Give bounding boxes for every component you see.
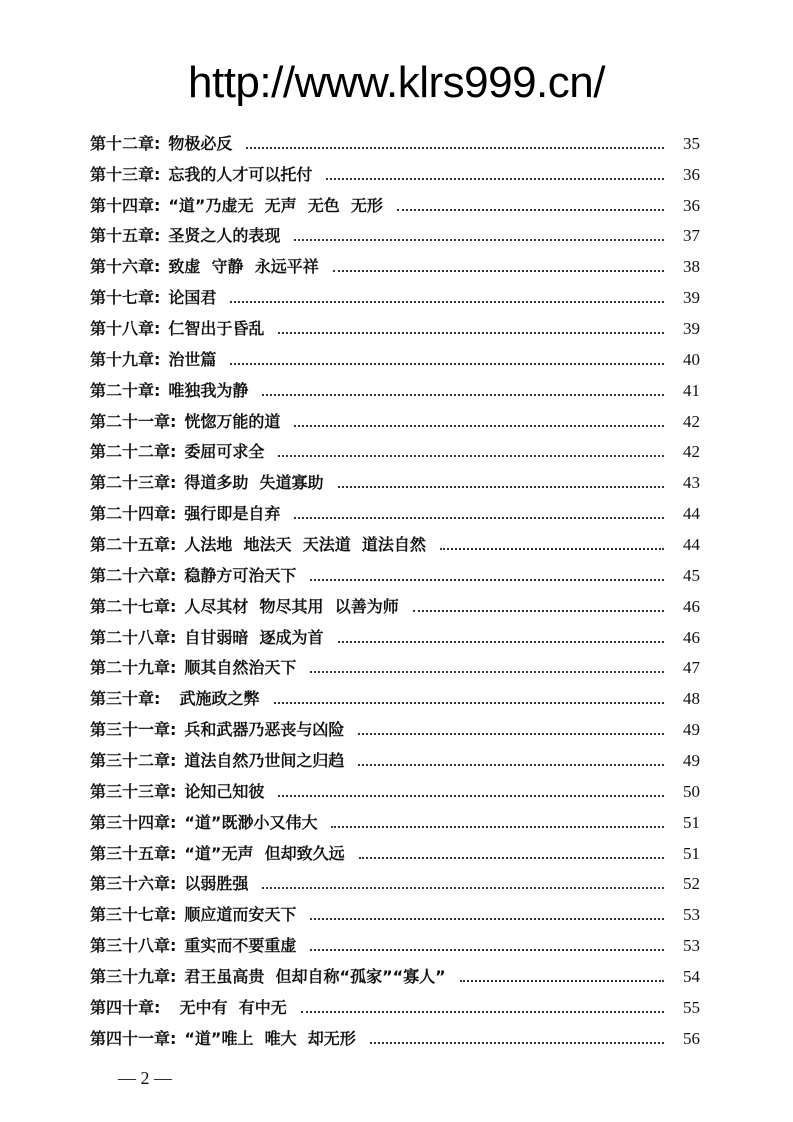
chapter-title: 圣贤之人的表现 xyxy=(168,226,281,246)
chapter-title: 武施政之弊 xyxy=(168,689,260,709)
toc-entry xyxy=(90,865,700,896)
page-ref: 42 xyxy=(683,411,700,431)
toc-entry xyxy=(90,340,700,371)
page-ref: 51 xyxy=(683,843,700,863)
chapter-label: 第十七章: xyxy=(90,288,161,308)
page-ref: 39 xyxy=(683,319,700,339)
toc-entry xyxy=(90,525,700,556)
page-ref: 46 xyxy=(683,596,700,616)
page-ref: 45 xyxy=(683,565,700,585)
toc-entry xyxy=(90,186,700,217)
toc-entry xyxy=(90,155,700,186)
page-ref: 43 xyxy=(683,473,700,493)
chapter-title: “道”乃虚无 无声 无色 无形 xyxy=(168,195,383,215)
toc-entry xyxy=(90,278,700,309)
toc-entry xyxy=(90,494,700,525)
chapter-title: 人法地 地法天 天法道 道法自然 xyxy=(184,535,426,555)
dot-leader xyxy=(294,425,664,427)
chapter-label: 第十二章: xyxy=(90,133,161,153)
toc-entry xyxy=(90,247,700,278)
chapter-title: 道法自然乃世间之归趋 xyxy=(184,751,345,771)
chapter-title: 委屈可求全 xyxy=(184,442,265,462)
chapter-label: 第三十一章: xyxy=(90,720,177,740)
chapter-label: 第十八章: xyxy=(90,319,161,339)
toc-entry xyxy=(90,957,700,988)
chapter-label: 第三十三章: xyxy=(90,781,177,801)
toc-entry xyxy=(90,741,700,772)
chapter-label: 第二十五章: xyxy=(90,535,177,555)
chapter-label: 第二十三章: xyxy=(90,473,177,493)
dot-leader xyxy=(301,1011,664,1013)
dot-leader xyxy=(338,641,664,643)
chapter-title: “道”无声 但却致久远 xyxy=(184,843,345,863)
chapter-label: 第二十六章: xyxy=(90,565,177,585)
toc-entry xyxy=(90,679,700,710)
dot-leader xyxy=(326,178,664,180)
chapter-label: 第四十章: xyxy=(90,997,161,1017)
chapter-label: 第二十四章: xyxy=(90,504,177,524)
page-ref: 44 xyxy=(683,535,700,555)
dot-leader xyxy=(294,517,664,519)
chapter-title: “道”既渺小又伟大 xyxy=(184,812,318,832)
toc-entry xyxy=(90,895,700,926)
chapter-label: 第十六章: xyxy=(90,257,161,277)
chapter-title: 人尽其材 物尽其用 以善为师 xyxy=(184,596,399,616)
dot-leader xyxy=(413,610,664,612)
chapter-label: 第三十九章: xyxy=(90,967,177,987)
page-ref: 40 xyxy=(683,349,700,369)
toc-entry xyxy=(90,587,700,618)
dot-leader xyxy=(460,980,664,982)
page-ref: 50 xyxy=(683,781,700,801)
table-of-contents xyxy=(90,124,700,1050)
dot-leader xyxy=(338,486,664,488)
dot-leader xyxy=(262,887,664,889)
chapter-label: 第十四章: xyxy=(90,195,161,215)
page-ref: 39 xyxy=(683,288,700,308)
chapter-label: 第二十七章: xyxy=(90,596,177,616)
dot-leader xyxy=(230,363,664,365)
dot-leader xyxy=(278,795,664,797)
toc-entry xyxy=(90,834,700,865)
dot-leader xyxy=(278,332,664,334)
chapter-title: 恍惚万能的道 xyxy=(184,411,281,431)
toc-entry xyxy=(90,803,700,834)
toc-entry xyxy=(90,124,700,155)
chapter-title: 无中有 有中无 xyxy=(168,997,287,1017)
chapter-label: 第二十章: xyxy=(90,380,161,400)
chapter-label: 第三十五章: xyxy=(90,843,177,863)
toc-entry xyxy=(90,371,700,402)
page-ref: 48 xyxy=(683,689,700,709)
page-ref: 51 xyxy=(683,812,700,832)
dot-leader xyxy=(294,239,664,241)
chapter-title: 仁智出于昏乱 xyxy=(168,319,265,339)
toc-entry xyxy=(90,556,700,587)
dot-leader xyxy=(246,147,664,149)
page-ref: 54 xyxy=(683,967,700,987)
page-ref: 56 xyxy=(683,1028,700,1048)
page-ref: 44 xyxy=(683,504,700,524)
chapter-title: 唯独我为静 xyxy=(168,380,249,400)
toc-entry xyxy=(90,988,700,1019)
page-ref: 52 xyxy=(683,874,700,894)
page-number: — 2 — xyxy=(118,1068,172,1088)
page-ref: 53 xyxy=(683,936,700,956)
chapter-label: 第二十二章: xyxy=(90,442,177,462)
toc-entry xyxy=(90,217,700,248)
chapter-label: 第三十章: xyxy=(90,689,161,709)
chapter-label: 第三十二章: xyxy=(90,751,177,771)
chapter-label: 第十三章: xyxy=(90,164,161,184)
chapter-title: 以弱胜强 xyxy=(184,874,249,894)
dot-leader xyxy=(331,826,664,828)
page-ref: 38 xyxy=(683,257,700,277)
chapter-title: 兵和武器乃恶丧与凶险 xyxy=(184,720,345,740)
dot-leader xyxy=(358,733,664,735)
toc-entry xyxy=(90,710,700,741)
page-ref: 53 xyxy=(683,905,700,925)
chapter-title: 论国君 xyxy=(168,288,217,308)
page-ref: 37 xyxy=(683,226,700,246)
page-ref: 35 xyxy=(683,133,700,153)
dot-leader xyxy=(440,548,664,550)
toc-entry xyxy=(90,1019,700,1050)
chapter-label: 第十五章: xyxy=(90,226,161,246)
chapter-label: 第二十八章: xyxy=(90,627,177,647)
toc-entry xyxy=(90,463,700,494)
page-ref: 36 xyxy=(683,164,700,184)
dot-leader xyxy=(310,579,664,581)
page-ref: 47 xyxy=(683,658,700,678)
chapter-label: 第三十七章: xyxy=(90,905,177,925)
chapter-title: 顺应道而安天下 xyxy=(184,905,297,925)
dot-leader xyxy=(310,949,664,951)
dot-leader xyxy=(274,702,664,704)
dot-leader xyxy=(397,209,664,211)
dot-leader xyxy=(310,671,664,673)
toc-entry xyxy=(90,618,700,649)
page-ref: 41 xyxy=(683,380,700,400)
dot-leader xyxy=(278,455,664,457)
dot-leader xyxy=(230,301,664,303)
toc-entry xyxy=(90,433,700,464)
dot-leader xyxy=(310,918,664,920)
page-ref: 42 xyxy=(683,442,700,462)
chapter-title: 得道多助 失道寡助 xyxy=(184,473,324,493)
page-ref: 55 xyxy=(683,997,700,1017)
toc-entry xyxy=(90,649,700,680)
dot-leader xyxy=(358,764,664,766)
page-ref: 46 xyxy=(683,627,700,647)
chapter-title: 治世篇 xyxy=(168,349,217,369)
dot-leader xyxy=(333,270,664,272)
chapter-title: 自甘弱暗 逐成为首 xyxy=(184,627,324,647)
chapter-title: 重实而不要重虚 xyxy=(184,936,297,956)
chapter-label: 第二十一章: xyxy=(90,411,177,431)
chapter-title: 稳静方可治天下 xyxy=(184,565,297,585)
watermark-url: http://www.klrs999.cn/ xyxy=(188,58,605,107)
chapter-label: 第二十九章: xyxy=(90,658,177,678)
chapter-title: 强行即是自弃 xyxy=(184,504,281,524)
toc-entry xyxy=(90,402,700,433)
toc-entry xyxy=(90,926,700,957)
chapter-title: 忘我的人才可以托付 xyxy=(168,164,313,184)
chapter-title: 顺其自然治天下 xyxy=(184,658,297,678)
chapter-label: 第四十一章: xyxy=(90,1028,177,1048)
chapter-label: 第三十六章: xyxy=(90,874,177,894)
page-ref: 36 xyxy=(683,195,700,215)
toc-entry xyxy=(90,772,700,803)
chapter-title: “道”唯上 唯大 却无形 xyxy=(184,1028,356,1048)
page-ref: 49 xyxy=(683,720,700,740)
dot-leader xyxy=(262,394,664,396)
chapter-label: 第三十四章: xyxy=(90,812,177,832)
chapter-title: 君王虽高贵 但却自称“孤家”“寡人” xyxy=(184,967,446,987)
chapter-title: 致虚 守静 永远平祥 xyxy=(168,257,319,277)
chapter-label: 第十九章: xyxy=(90,349,161,369)
chapter-title: 论知己知彼 xyxy=(184,781,265,801)
dot-leader xyxy=(370,1042,664,1044)
dot-leader xyxy=(359,857,664,859)
chapter-label: 第三十八章: xyxy=(90,936,177,956)
chapter-title: 物极必反 xyxy=(168,133,233,153)
toc-entry xyxy=(90,309,700,340)
page-ref: 49 xyxy=(683,751,700,771)
